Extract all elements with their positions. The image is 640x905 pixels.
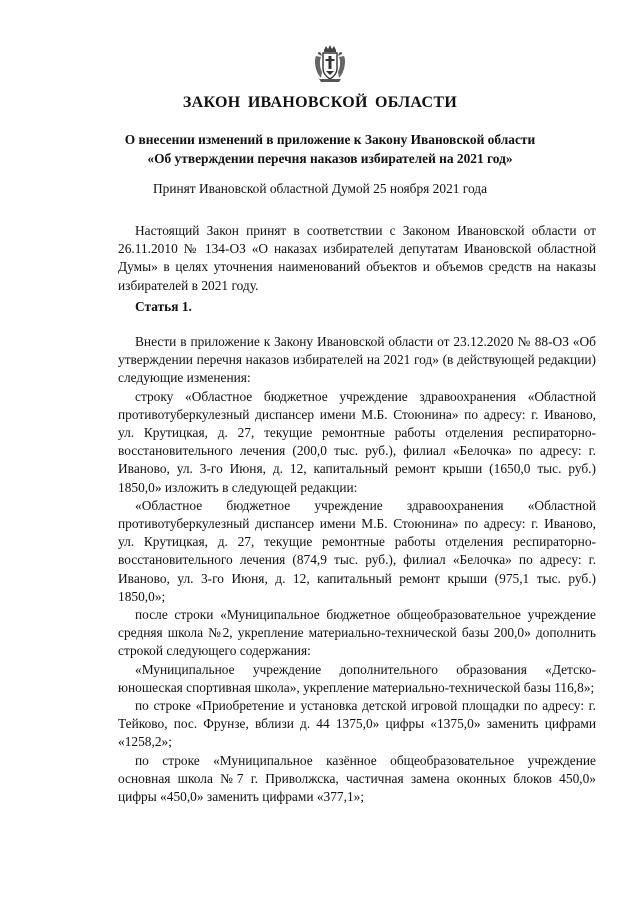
- article-paragraph: по строке «Приобретение и установка детской игровой площадки по адресу: г. Тейково, пос. Фрунзе, вблизи д. 44 1375,0» цифры «1375,0» заменить цифрами «1258,2»;: [118, 698, 596, 750]
- article-paragraph: после строки «Муниципальное бюджетное общеобразовательное учреждение средняя школа №2, укрепление материально-технической базы 200,0» дополнить строкой следующего содержания:: [118, 607, 596, 659]
- article-paragraph: «Муниципальное учреждение дополнительного образования «Детско-юношеская спортивная школа», укрепление материально-технической базы 116,8»;: [118, 661, 596, 695]
- adoption-line: Принят Ивановской областной Думой 25 ноября 2021 года: [152, 181, 488, 196]
- law-title: ЗАКОН ИВАНОВСКОЙ ОБЛАСТИ: [182, 94, 458, 111]
- article-paragraph: по строке «Муниципальное казённое общеобразовательное учреждение основная школа №7 г. Приволжска, частичная замена оконных блоков 450,0» цифры «450,0» заменить цифрами «377,1»;: [118, 752, 596, 805]
- article-body: [118, 333, 596, 806]
- article-heading: Статья 1.: [135, 299, 192, 314]
- law-subtitle-line-2: «Об утверждении перечня наказов избирателей на 2021 год»: [147, 151, 513, 166]
- coat-of-arms-icon: [313, 44, 347, 84]
- law-subtitle: [80, 130, 580, 168]
- intro-section: [118, 222, 596, 295]
- law-subtitle-line-1: О внесении изменений в приложение к Закону Ивановской области: [124, 132, 536, 147]
- article-paragraph: «Областное бюджетное учреждение здравоохранения «Областной противотуберкулезный диспансер имени М.Б. Стоюнина» по адресу: г. Иваново, ул. Крутицкая, д. 27, текущие ремонтные работы отделения респираторно-восстановительного лечения (874,9 тыс. руб.), филиал «Белочка» по адресу: г. Иваново, ул. 3-го Июня, д. 12, капитальный ремонт крыши (975,1 тыс. руб.) 1850,0»;: [118, 497, 596, 604]
- article-paragraph: строку «Областное бюджетное учреждение здравоохранения «Областной противотуберкулезный диспансер имени М.Б. Стоюнина» по адресу: г. Иваново, ул. Крутицкая, д. 27, текущие ремонтные работы отделения респираторно-восстановительного лечения (200,0 тыс. руб.), филиал «Белочка» по адресу: г. Иваново, ул. 3-го Июня, д. 12, капитальный ремонт крыши (1650,0 тыс. руб.) 1850,0» изложить в следующей редакции:: [118, 388, 596, 495]
- intro-paragraph: Настоящий Закон принят в соответствии с Законом Ивановской области от 26.11.2010 № 134-ОЗ «О наказах избирателей депутатам Ивановской областной Думы» в целях уточнения наименований объектов и объемов средств на наказы избирателей в 2021 году.: [118, 223, 596, 293]
- article-paragraph: Внести в приложение к Закону Ивановской области от 23.12.2020 № 88-ОЗ «Об утверждении перечня наказов избирателей на 2021 год» (в действующей редакции) следующие изменения:: [118, 334, 596, 386]
